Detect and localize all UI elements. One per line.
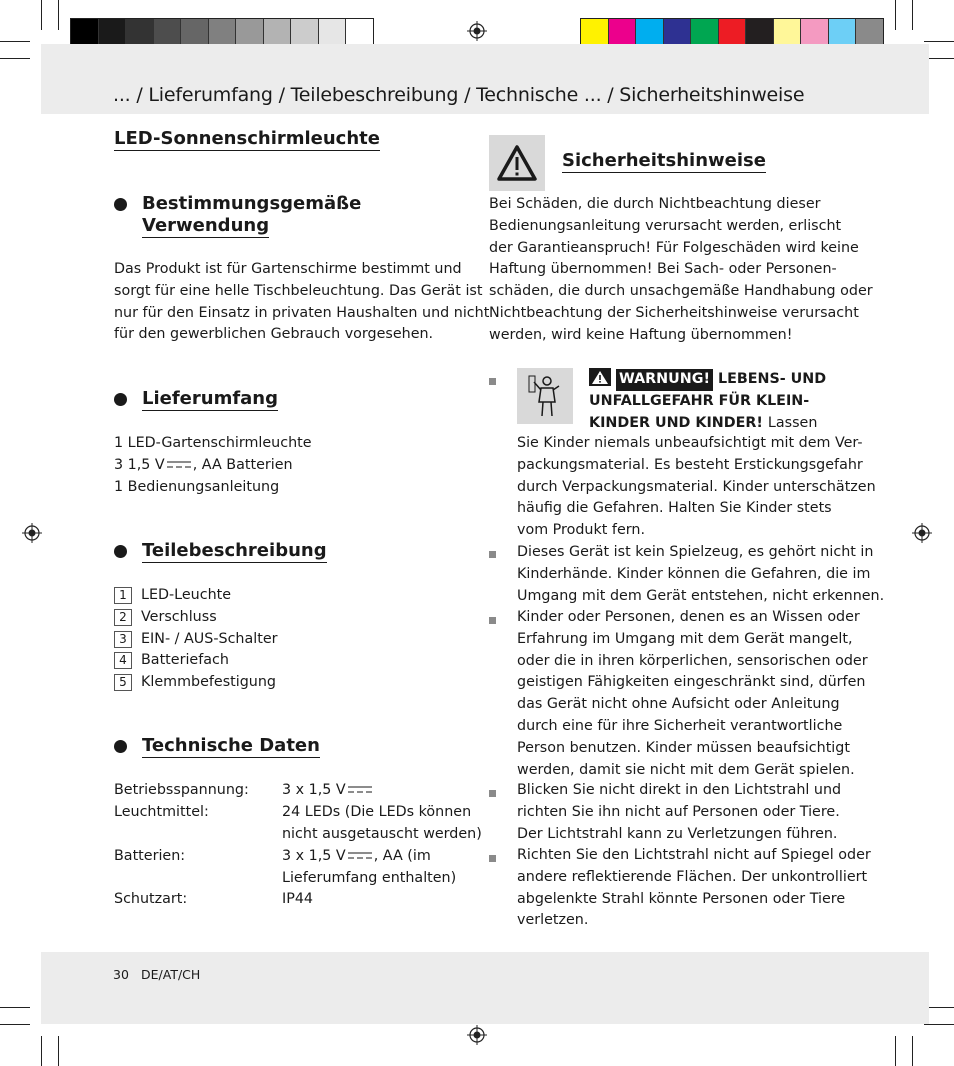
- process-swatch: [774, 19, 802, 45]
- dc-symbol-icon: [346, 785, 374, 795]
- crop-mark: [58, 1036, 59, 1066]
- safety-intro: Bei Schäden, die durch Nichtbeachtung dieser Bedienungsanleitung verursacht werden, erlischt der Garantieanspruch! Für Folgeschäden wird keine Haftung übernommen! Bei Sach- oder Personen- schäden, die durch unsachgemäße Handhabung oder Nichtbeachtung der Sicherheitshinweise verursacht werden, wird keine Haftung übernommen!: [489, 196, 873, 343]
- process-swatch: [746, 19, 774, 45]
- list-bullet: [489, 790, 496, 797]
- process-swatch: [664, 19, 692, 45]
- process-swatch: [609, 19, 637, 45]
- parts-heading: Teilebeschreibung: [142, 540, 327, 561]
- scope-list: 1 LED-Gartenschirmleuchte 3 1,5 V , AA Batterien 1 Bedienungsanleitung: [114, 435, 312, 495]
- parts-item: [114, 650, 229, 670]
- locale-label: DE/AT/CH: [141, 967, 201, 982]
- list-item: Richten Sie den Lichtstrahl nicht auf Spiegel oder andere reflektierende Flächen. Der unkontrolliert abgelenkte Strahl könnte Personen oder Tiere verletzen.: [517, 847, 871, 929]
- crop-mark: [0, 1007, 30, 1008]
- gray-swatch: [236, 19, 264, 45]
- list-bullet: [489, 378, 496, 385]
- tech-label-voltage: Betriebsspannung:: [114, 782, 249, 798]
- tech-label-protection: Schutzart:: [114, 891, 188, 907]
- page-title: ... / Lieferumfang / Teilebeschreibung / Technische ... / Sicherheitshinweise: [113, 84, 805, 106]
- gray-swatch: [319, 19, 347, 45]
- part-label: Verschluss: [141, 609, 217, 625]
- gray-swatch: [291, 19, 319, 45]
- crop-mark: [58, 0, 59, 30]
- tech-label-batteries: Batterien:: [114, 848, 186, 864]
- process-swatch: [801, 19, 829, 45]
- gray-swatch: [99, 19, 127, 45]
- part-number: 4: [114, 652, 132, 669]
- process-swatch: [719, 19, 747, 45]
- list-item: Dieses Gerät ist kein Spielzeug, es gehört nicht in Kinderhände. Kinder können die Gefahren, die im Umgang mit dem Gerät entstehen, nicht erkennen.: [517, 544, 885, 604]
- crop-mark: [895, 0, 896, 30]
- warning-badge: WARNUNG!: [616, 369, 713, 391]
- part-label: Batteriefach: [141, 652, 229, 668]
- dc-symbol-icon: [346, 851, 374, 861]
- part-number: 1: [114, 587, 132, 604]
- part-number: 3: [114, 631, 132, 648]
- safety-heading: Sicherheitshinweise: [562, 150, 766, 171]
- parts-item: [114, 672, 276, 692]
- registration-mark-icon: [912, 523, 932, 543]
- section-bullet: [114, 545, 127, 558]
- part-label: Klemmbefestigung: [141, 674, 276, 690]
- part-number: 5: [114, 674, 132, 691]
- process-swatch: [829, 19, 857, 45]
- tech-heading: Technische Daten: [142, 735, 320, 756]
- tech-value-voltage: 3 x 1,5 V: [282, 780, 374, 802]
- part-number: 2: [114, 609, 132, 626]
- page-number: 30: [113, 967, 129, 982]
- registration-mark-icon: [467, 1025, 487, 1045]
- crop-mark: [41, 0, 42, 30]
- registration-mark-icon: [467, 21, 487, 41]
- part-label: EIN- / AUS-Schalter: [141, 631, 278, 647]
- process-swatch: [581, 19, 609, 45]
- parts-item: [114, 607, 217, 627]
- warning-body: Sie Kinder niemals unbeaufsichtigt mit dem Ver- packungsmaterial. Es besteht Erstickungsgefahr durch Verpackungsmaterial. Kinder unterschätzen häufig die Gefahren. Halten Sie Kinder stets vom Produkt fern.: [517, 435, 876, 539]
- list-item: Kinder oder Personen, denen es an Wissen oder Erfahrung im Umgang mit dem Gerät mangelt, oder die in ihren körperlichen, sensorischen oder geistigen Fähigkeiten eingeschränkt sind, dürfen das Gerät nicht ohne Aufsicht oder Anleitung durch eine für ihre Sicherheit verantwortliche Person benutzen. Kinder müssen beaufsichtigt werden, damit sie nicht mit dem Gerät spielen.: [517, 609, 868, 778]
- dc-symbol-icon: [165, 460, 193, 470]
- product-title: LED-Sonnenschirmleuchte: [114, 128, 380, 149]
- warning-triangle-box: [489, 135, 545, 191]
- crop-mark: [0, 41, 30, 42]
- list-bullet: [489, 551, 496, 558]
- parts-item: [114, 585, 231, 605]
- gray-swatch: [181, 19, 209, 45]
- warning-text: WARNUNG! LEBENS- UND UNFALLGEFAHR FÜR KLEIN- KINDER UND KINDER! Lassen: [589, 368, 826, 434]
- list-bullet: [489, 855, 496, 862]
- section-bullet: [114, 740, 127, 753]
- crop-mark: [924, 1024, 954, 1025]
- parts-item: [114, 629, 278, 649]
- crop-mark: [0, 1024, 30, 1025]
- gray-swatch: [209, 19, 237, 45]
- crop-mark: [912, 0, 913, 30]
- gray-swatch: [346, 19, 373, 45]
- gray-swatch: [71, 19, 99, 45]
- part-label: LED-Leuchte: [141, 587, 232, 603]
- child-warning-pictogram: [517, 368, 573, 424]
- process-swatch: [856, 19, 883, 45]
- section-bullet: [114, 393, 127, 406]
- process-color-bar: [580, 18, 884, 46]
- footer-band: [41, 952, 929, 1024]
- gray-swatch: [126, 19, 154, 45]
- list-bullet: [489, 617, 496, 624]
- process-swatch: [636, 19, 664, 45]
- section-bullet: [114, 198, 127, 211]
- crop-mark: [895, 1036, 896, 1066]
- tech-value-light: 24 LEDs (Die LEDs können nicht ausgetauscht werden): [282, 804, 482, 842]
- tech-value-protection: IP44: [282, 891, 314, 907]
- tech-label-light: Leuchtmittel:: [114, 804, 209, 820]
- list-item: Blicken Sie nicht direkt in den Lichtstrahl und richten Sie ihn nicht auf Personen oder Tiere. Der Lichtstrahl kann zu Verletzungen führen.: [517, 782, 842, 842]
- child-with-bag-icon: [517, 368, 573, 424]
- warning-triangle-icon: [489, 135, 545, 191]
- gray-swatch: [264, 19, 292, 45]
- crop-mark: [41, 1036, 42, 1066]
- gray-color-bar: [70, 18, 374, 46]
- crop-mark: [0, 58, 30, 59]
- gray-swatch: [154, 19, 182, 45]
- crop-mark: [912, 1036, 913, 1066]
- registration-mark-icon: [22, 523, 42, 543]
- usage-heading: Bestimmungsgemäße Verwendung: [142, 193, 362, 236]
- crop-mark: [924, 41, 954, 42]
- tech-value-batteries: 3 x 1,5 V , AA (im Lieferumfang enthalten): [282, 848, 457, 886]
- usage-text: Das Produkt ist für Gartenschirme bestimmt und sorgt für eine helle Tischbeleuchtung. Das Gerät ist nur für den Einsatz in privaten Haushalten und nicht für den gewerblichen Gebrauch vorgesehen.: [114, 261, 490, 343]
- warning-triangle-small-icon: [589, 368, 611, 386]
- process-swatch: [691, 19, 719, 45]
- scope-heading: Lieferumfang: [142, 388, 279, 409]
